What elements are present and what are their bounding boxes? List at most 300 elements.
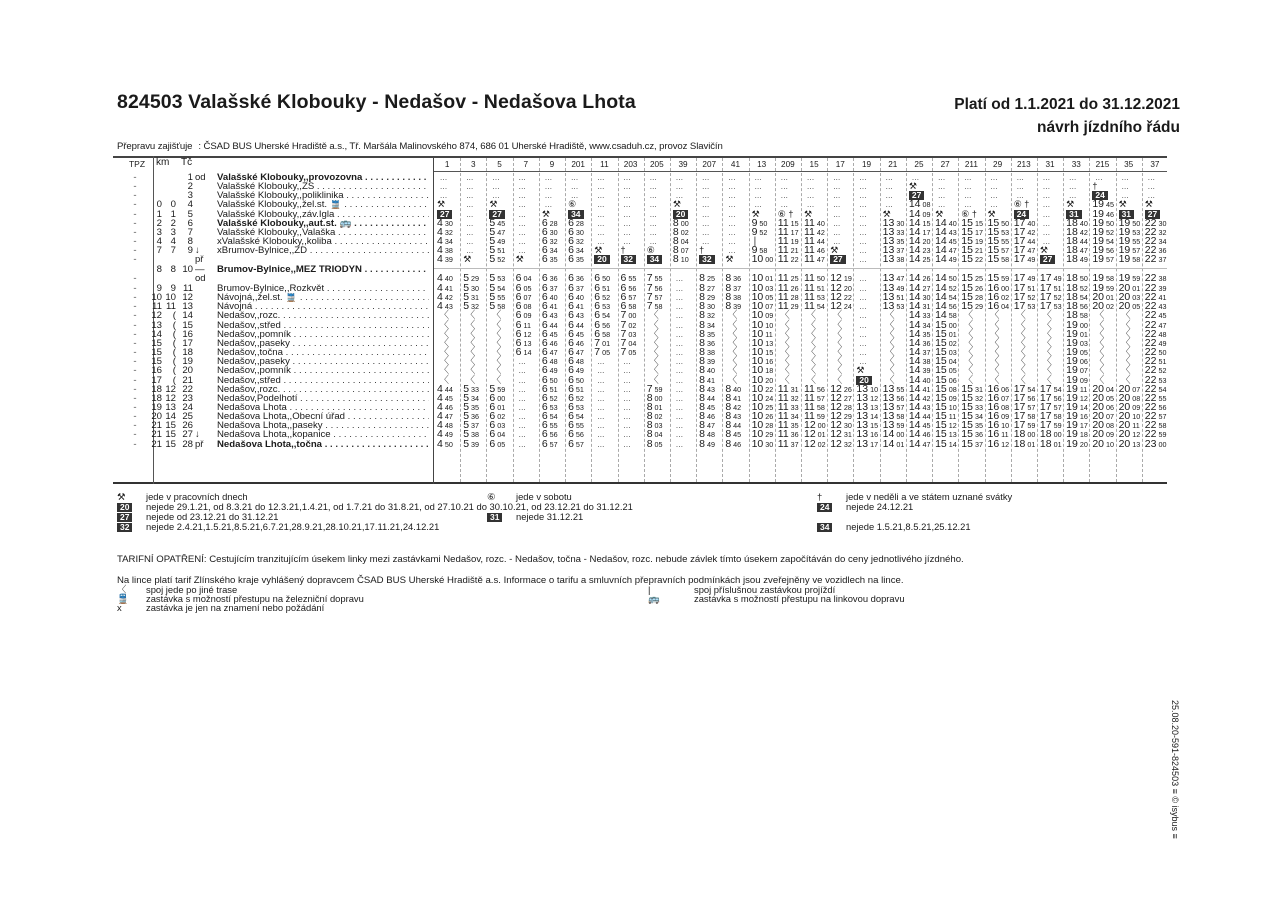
alternate-route-icon: 〈 <box>989 365 1000 377</box>
alternate-route-icon: 〈 <box>727 337 738 349</box>
time-minute: 59 <box>1130 274 1141 284</box>
time-hour: 11 <box>804 235 815 248</box>
time-hour: 8 <box>672 216 679 229</box>
stop-tpz: - <box>133 283 137 294</box>
time-hour: 22 <box>1144 309 1157 322</box>
time-minute: 55 <box>573 421 584 431</box>
departure-cell <box>804 191 814 200</box>
time-hour: 6 <box>515 336 522 349</box>
time-minute: 01 <box>1051 439 1062 449</box>
direction-marker: př <box>195 438 204 450</box>
time-minute: 43 <box>573 311 584 321</box>
time-minute: 37 <box>573 284 584 293</box>
time-hour: 10 <box>751 282 764 294</box>
time-hour: 15 <box>987 253 1000 266</box>
time-minute: 51 <box>573 384 584 394</box>
time-hour: 9 <box>751 225 758 238</box>
time-minute: 57 <box>1025 402 1036 412</box>
time-hour: 17 <box>1013 400 1026 413</box>
time-hour: 8 <box>699 272 705 285</box>
time-minute: 49 <box>1077 255 1088 265</box>
time-minute: 44 <box>442 384 453 394</box>
time-hour: 19 <box>1092 235 1105 248</box>
time-hour: 22 <box>1144 428 1157 441</box>
time-minute: 58 <box>757 246 768 256</box>
alternate-route-icon: 〈 <box>806 365 816 377</box>
time-hour: 18 <box>1066 272 1078 285</box>
departure-cell <box>1040 191 1050 200</box>
time-hour: 11 <box>777 253 789 266</box>
departure-cell <box>621 412 631 421</box>
time-minute: 01 <box>1130 284 1141 293</box>
time-hour: 22 <box>1144 216 1157 229</box>
time-minute: 39 <box>920 366 931 376</box>
time-minute: 25 <box>972 274 983 284</box>
stop-number: 20 <box>182 365 193 377</box>
alternate-route-icon: 〈 <box>727 328 738 340</box>
time-minute: 20 <box>1077 439 1088 449</box>
time-hour: 17 <box>1013 253 1026 266</box>
not-served-dots: ... <box>1069 191 1077 201</box>
time-minute: 27 <box>704 284 715 293</box>
stop-number: 1 <box>187 172 193 183</box>
departure-cell <box>778 182 788 191</box>
note-badge: 20 <box>594 255 609 264</box>
not-served-dots: ... <box>675 402 684 412</box>
departure-cell <box>935 191 945 200</box>
tariff-info: Na lince platí tarif Zlínského kraje vyhlášený dopravcem ČSAD BUS Uherské Hradiště a.s. Informace o tarifu a smluvních přepravních podmínkách jsou zveřejněny ve vozidlech na lince. <box>117 575 904 586</box>
time-hour: 6 <box>568 373 574 386</box>
time-minute: 40 <box>1077 218 1088 228</box>
time-hour: 22 <box>1144 244 1157 257</box>
alternate-route-icon: 〈 <box>832 310 843 322</box>
note-badge: 27 <box>437 210 452 219</box>
time-hour: 15 <box>961 300 973 313</box>
stop-tpz: - <box>133 226 137 238</box>
not-served-dots: ... <box>597 209 605 219</box>
time-minute: 09 <box>763 311 774 321</box>
alternate-route-icon: 〈 <box>832 347 843 359</box>
alternate-route-icon: 〈 <box>832 337 843 349</box>
time-minute: 07 <box>1077 366 1088 376</box>
alternate-route-icon: 〈 <box>648 356 659 368</box>
time-minute: 03 <box>495 421 506 431</box>
departure-cell <box>489 255 505 264</box>
alternate-route-icon: 〈 <box>439 347 449 359</box>
departure-cell <box>594 376 604 385</box>
departure-cell <box>594 421 604 430</box>
stop-name: Nedašov,,střed . . . <box>217 321 429 330</box>
stop-tpz: - <box>133 374 137 386</box>
time-minute: 05 <box>1077 348 1088 358</box>
time-hour: 15 <box>961 391 973 404</box>
time-minute: 07 <box>1130 384 1141 394</box>
alternate-route-icon: 〈 <box>989 356 1000 368</box>
departure-cell <box>568 173 578 182</box>
time-minute: 56 <box>1156 402 1167 412</box>
time-hour: 14 <box>908 207 921 220</box>
time-minute: 37 <box>547 284 558 293</box>
time-minute: 57 <box>1130 246 1141 256</box>
page-title: 824503 Valašské Klobouky - Nedašov - Nedašova Lhota <box>117 91 636 113</box>
alternate-route-icon: 〈 <box>989 328 1000 340</box>
column-divider <box>906 158 907 482</box>
time-minute: 34 <box>442 237 453 247</box>
time-hour: 22 <box>1144 364 1157 377</box>
stop-number: 9 <box>187 245 193 257</box>
alternate-route-icon: 〈 <box>806 347 816 359</box>
alternate-route-icon: 〈 <box>465 374 476 386</box>
departure-cell <box>516 219 526 228</box>
not-served-dots: ... <box>1016 173 1024 182</box>
time-minute: 36 <box>972 430 983 440</box>
alternate-route-icon: 〈 <box>963 374 974 386</box>
not-served-dots: ... <box>597 402 605 412</box>
time-minute: 39 <box>704 357 715 367</box>
time-hour: 17 <box>1013 216 1026 229</box>
stop-tpz: - <box>133 356 137 368</box>
stop-number: 26 <box>182 420 193 432</box>
time-minute: 37 <box>731 284 742 293</box>
time-hour: 5 <box>463 391 470 404</box>
departure-cell <box>725 219 735 228</box>
time-minute: 57 <box>1104 255 1115 265</box>
not-served-dots: ... <box>1147 182 1156 192</box>
not-served-dots: ... <box>623 421 631 431</box>
departure-cell <box>673 330 683 339</box>
departure-cell <box>830 219 840 228</box>
footnote-text: nejede 31.12.21 <box>516 511 584 522</box>
time-minute: 31 <box>972 384 983 394</box>
time-minute: 24 <box>763 393 774 403</box>
departure-cell <box>699 191 709 200</box>
stop-km: 17 <box>151 374 162 386</box>
time-minute: 34 <box>547 246 558 256</box>
footnote-badge <box>117 522 137 532</box>
time-minute: 00 <box>894 430 905 440</box>
time-minute: 40 <box>704 366 715 376</box>
departure-cell <box>1014 366 1026 375</box>
stop-number: 4 <box>187 199 193 211</box>
not-served-dots: ... <box>544 182 553 192</box>
time-minute: 46 <box>814 246 825 256</box>
time-hour: 15 <box>987 216 1000 229</box>
departure-cell <box>1014 182 1024 191</box>
column-divider <box>670 158 671 482</box>
not-served-dots: ... <box>675 357 684 367</box>
note-badge: 31 <box>1066 210 1081 219</box>
time-hour: 14 <box>935 216 947 229</box>
workdays-icon: ⚒ <box>594 245 603 256</box>
alternate-route-icon: 〈 <box>779 337 790 349</box>
time-minute: 52 <box>573 393 584 403</box>
note-badge: 27 <box>909 191 924 200</box>
alternate-route-icon: 〈 <box>963 337 974 349</box>
departure-cell <box>673 385 683 394</box>
time-hour: 14 <box>908 216 921 229</box>
alternate-route-icon: 〈 <box>989 310 1000 322</box>
time-hour: 15 <box>987 235 1000 248</box>
time-minute: 09 <box>946 393 957 403</box>
time-minute: 47 <box>704 421 715 431</box>
stop-km: 14 <box>151 328 162 340</box>
departure-cell <box>804 366 816 375</box>
column-divider <box>1037 158 1038 482</box>
time-hour: 20 <box>1092 391 1105 404</box>
time-minute: 38 <box>704 348 715 358</box>
not-served-dots: ... <box>859 218 867 228</box>
column-divider <box>486 158 487 482</box>
departure-cell <box>856 219 866 228</box>
time-hour: 14 <box>908 364 921 377</box>
not-served-dots: ... <box>990 191 998 201</box>
time-minute: 03 <box>763 284 774 293</box>
departure-cell <box>830 228 840 237</box>
time-minute: 29 <box>763 430 774 440</box>
departure-cell <box>1145 173 1155 182</box>
not-served-dots: ... <box>597 182 605 192</box>
time-minute: 50 <box>1156 348 1167 358</box>
stop-number: 13 <box>182 301 193 313</box>
tariff-note: TARIFNÍ OPATŘENÍ: Cestujícím tranzitujícím úsekem linky mezi zastávkami Nedašov, rozc. - Nedašov, točna - Nedašov, rozc. nebude závlek tímto úsekem započítáván do ceny jednotlivého jízdného. <box>117 554 964 565</box>
not-served-dots: ... <box>702 209 710 219</box>
time-minute: 49 <box>894 284 905 293</box>
time-minute: 50 <box>757 218 768 228</box>
alternate-route-icon: 〈 <box>1015 347 1026 359</box>
alternate-route-icon: 〈 <box>117 584 127 595</box>
note-badge: 31 <box>1119 210 1134 219</box>
time-minute: 43 <box>731 412 742 422</box>
workdays-icon: ⚒ <box>856 365 865 376</box>
time-hour: 5 <box>463 410 470 423</box>
time-minute: 36 <box>731 274 742 284</box>
departure-cell <box>699 228 709 237</box>
time-hour: 14 <box>882 428 895 441</box>
not-served-dots: ... <box>702 182 710 192</box>
departure-cell <box>961 191 971 200</box>
time-hour: 6 <box>541 346 548 359</box>
not-served-dots: ... <box>518 237 526 247</box>
time-minute: 47 <box>1025 246 1036 256</box>
departure-cell <box>1040 255 1055 264</box>
stop-km: 21 <box>151 438 162 450</box>
not-served-dots: ... <box>623 173 631 182</box>
time-minute: 02 <box>678 227 689 237</box>
departure-cell <box>673 421 683 430</box>
time-minute: 59 <box>1025 421 1036 431</box>
time-minute: 57 <box>999 246 1010 256</box>
workdays-icon: ⚒ <box>541 208 550 219</box>
time-hour: 20 <box>1118 282 1131 294</box>
departure-cell <box>646 437 663 450</box>
time-hour: 15 <box>987 272 1000 285</box>
departure-cell <box>621 394 631 403</box>
departure-cell <box>594 385 604 394</box>
footnote-badge <box>817 522 837 532</box>
time-hour: 6 <box>594 300 601 313</box>
stop-km-alt: ( <box>172 365 176 377</box>
not-served-dots: ... <box>1042 191 1051 201</box>
time-minute: 29 <box>972 302 983 312</box>
time-hour: 15 <box>935 336 947 349</box>
time-hour: 6 <box>594 327 601 340</box>
timetable <box>113 156 1167 484</box>
time-hour: 16 <box>987 410 1000 423</box>
time-hour: 22 <box>1144 382 1157 395</box>
not-served-dots: ... <box>859 182 867 192</box>
alternate-route-icon: 〈 <box>779 374 790 386</box>
not-served-dots: ... <box>649 173 657 182</box>
time-minute: 39 <box>442 255 453 265</box>
time-hour: 6 <box>515 300 522 313</box>
not-served-dots: ... <box>597 227 605 237</box>
time-hour: 8 <box>699 355 705 368</box>
time-minute: 08 <box>521 302 532 312</box>
time-minute: 32 <box>442 227 453 237</box>
alternate-route-icon: 〈 <box>491 356 502 368</box>
time-minute: 51 <box>894 293 905 303</box>
stop-tpz: - <box>133 310 137 322</box>
time-minute: 29 <box>788 302 799 312</box>
time-hour: 11 <box>777 391 789 404</box>
departure-cell <box>935 173 945 182</box>
stop-km-alt: 8 <box>170 264 176 276</box>
departure-cell <box>804 182 814 191</box>
departure-cell <box>516 385 526 394</box>
time-hour: 8 <box>699 419 705 432</box>
time-hour: 22 <box>1144 355 1157 368</box>
not-served-dots: ... <box>492 191 500 201</box>
time-hour: 19 <box>1066 382 1078 395</box>
time-minute: 07 <box>1104 412 1115 422</box>
departure-cell <box>883 173 893 182</box>
time-minute: 26 <box>841 384 852 394</box>
alternate-route-icon: 〈 <box>989 374 1000 386</box>
time-minute: 37 <box>788 439 799 449</box>
time-minute: 14 <box>1077 402 1088 412</box>
time-minute: 49 <box>442 430 453 440</box>
not-served-dots: ... <box>440 173 448 182</box>
time-hour: 19 <box>1066 364 1078 377</box>
time-minute: 49 <box>1051 274 1062 284</box>
departure-cell <box>594 366 604 375</box>
time-hour: 11 <box>804 400 815 413</box>
alternate-route-icon: 〈 <box>1094 310 1105 322</box>
not-served-dots: ... <box>675 421 684 431</box>
departure-cell <box>988 191 998 200</box>
not-served-dots: ... <box>1121 182 1129 192</box>
not-served-dots: ... <box>938 191 946 201</box>
time-hour: 6 <box>594 282 601 294</box>
not-served-dots: ... <box>675 274 684 284</box>
time-hour: 20 <box>1092 400 1105 413</box>
departure-cell <box>699 173 709 182</box>
time-minute: 02 <box>495 412 506 422</box>
not-served-dots: ... <box>623 393 631 403</box>
time-minute: 26 <box>972 284 983 293</box>
workdays-icon: ⚒ <box>882 208 891 219</box>
time-minute: 53 <box>894 302 905 312</box>
not-served-dots: ... <box>1121 173 1129 182</box>
time-hour: 22 <box>1144 225 1157 238</box>
stop-number: 24 <box>182 401 193 413</box>
departure-cell <box>594 200 604 209</box>
time-minute: 40 <box>920 375 931 385</box>
footnote-text: nejede 1.5.21,8.5.21,25.12.21 <box>846 521 971 532</box>
footnote-symbol: ⚒ <box>117 491 126 502</box>
time-minute: 03 <box>946 348 957 358</box>
column-divider <box>853 158 854 482</box>
not-served-dots: ... <box>938 182 946 192</box>
departure-cell <box>594 440 604 449</box>
note-badge: 27 <box>830 255 845 264</box>
stop-tpz: - <box>133 273 137 285</box>
departure-cell <box>647 228 657 237</box>
not-served-dots: ... <box>623 412 631 422</box>
trip-number: 211 <box>964 160 978 169</box>
departure-cell <box>594 255 609 264</box>
time-minute: 36 <box>704 338 715 348</box>
time-hour: 19 <box>1066 346 1078 359</box>
not-served-dots: ... <box>859 338 867 348</box>
time-hour: 11 <box>777 428 789 441</box>
time-hour: 14 <box>908 400 921 413</box>
workdays-icon: ⚒ <box>489 199 498 210</box>
not-served-dots: ... <box>466 246 474 256</box>
departure-cell <box>1119 255 1141 264</box>
stop-name: Brumov-Bylnice,,Rozkvět . . . <box>217 284 429 293</box>
time-minute: 46 <box>1104 209 1115 219</box>
departure-cell <box>437 437 453 450</box>
time-minute: 01 <box>763 274 774 284</box>
stop-name: Nedašov,Podelhotí . . . <box>217 394 429 403</box>
time-minute: 57 <box>573 439 584 449</box>
time-minute: 47 <box>1077 246 1088 256</box>
stop-tpz: - <box>133 236 137 248</box>
time-minute: 49 <box>573 366 584 376</box>
time-minute: 55 <box>495 293 506 303</box>
stop-km-alt: 12 <box>165 383 176 395</box>
not-served-dots: ... <box>859 173 867 182</box>
time-hour: 5 <box>463 282 470 294</box>
departure-cell <box>777 437 799 450</box>
not-served-dots: ... <box>675 302 684 312</box>
alternate-route-icon: 〈 <box>884 319 895 331</box>
note-badge: 27 <box>1040 255 1055 264</box>
alternate-route-icon: 〈 <box>491 365 502 377</box>
departure-cell <box>830 173 840 182</box>
time-minute: 13 <box>763 338 774 348</box>
departure-cell <box>752 182 762 191</box>
footnote-text: jede v sobotu <box>516 491 572 502</box>
time-minute: 46 <box>442 402 453 412</box>
departure-cell <box>856 255 866 264</box>
time-minute: 08 <box>946 384 957 394</box>
stop-km: 21 <box>151 420 162 432</box>
time-hour: 11 <box>804 410 815 423</box>
time-minute: 07 <box>678 246 689 256</box>
time-hour: 8 <box>725 291 732 304</box>
note-badge: 32 <box>117 523 132 532</box>
not-served-dots: ... <box>518 173 526 182</box>
time-minute: 53 <box>600 302 611 312</box>
departure-cell <box>673 348 683 357</box>
time-minute: 30 <box>1156 218 1167 228</box>
stop-number: 15 <box>182 319 193 331</box>
not-served-dots: ... <box>754 173 762 182</box>
time-hour: 4 <box>437 253 443 266</box>
time-hour: 8 <box>725 382 732 395</box>
